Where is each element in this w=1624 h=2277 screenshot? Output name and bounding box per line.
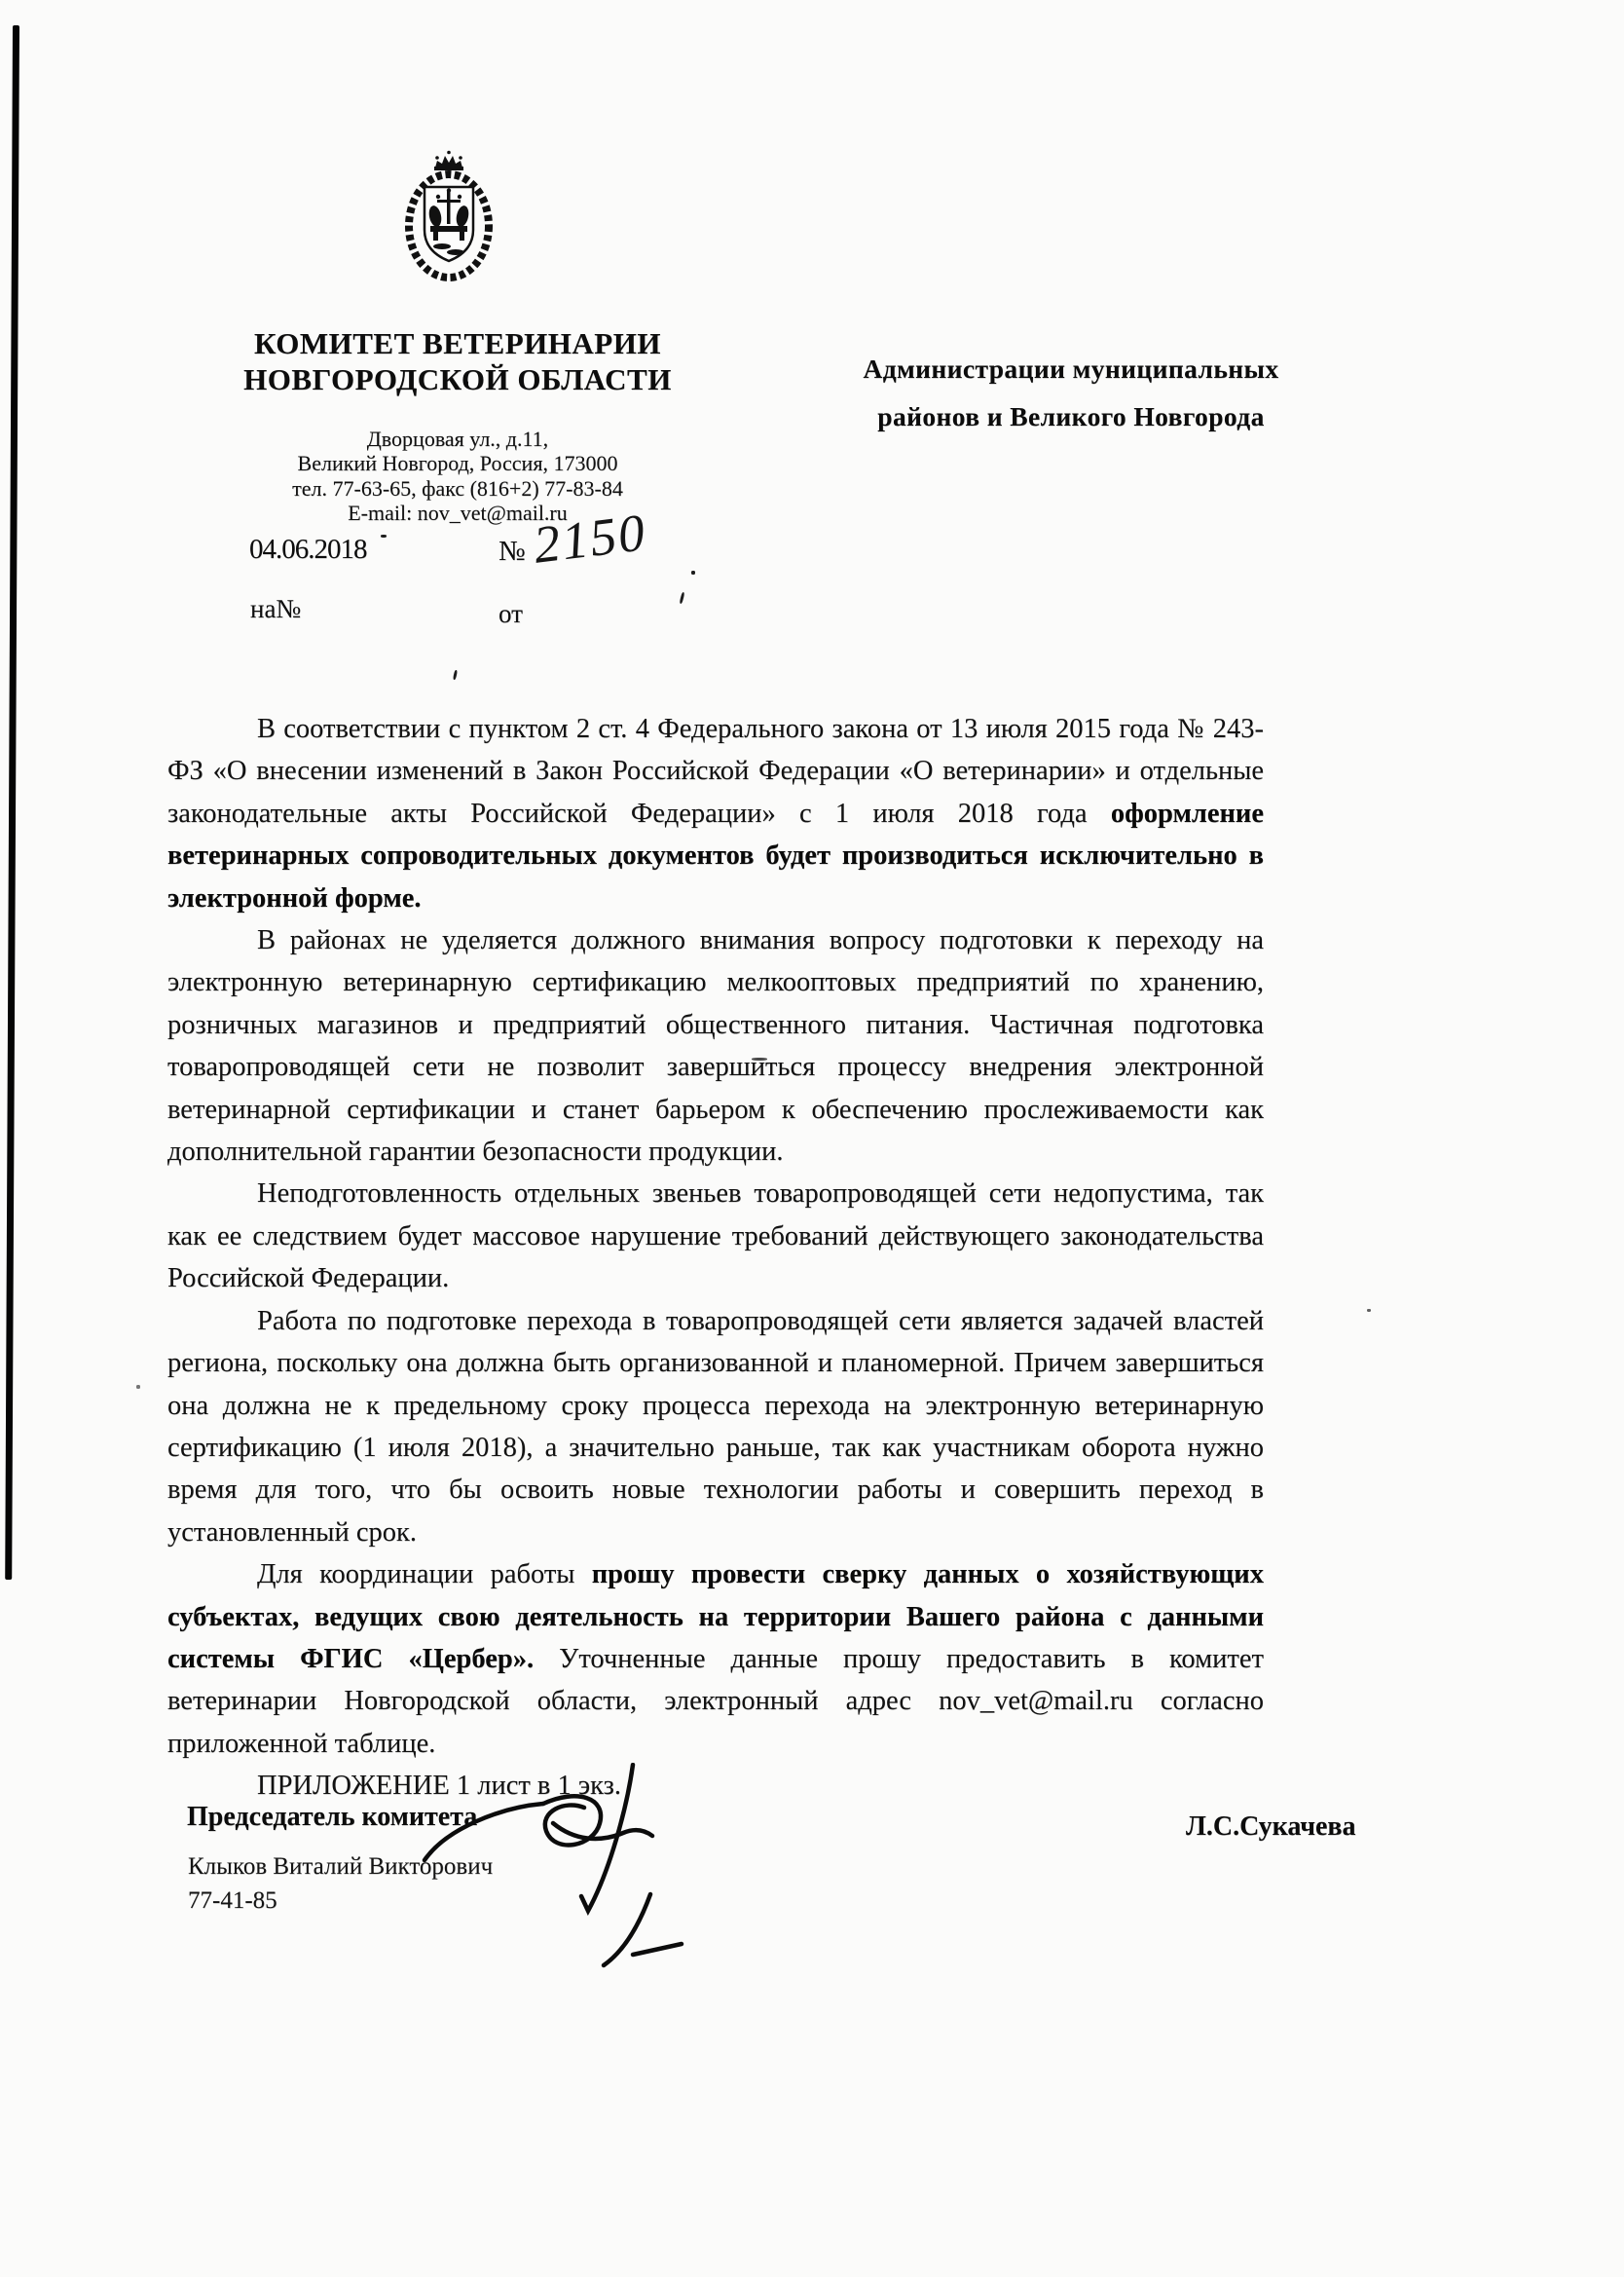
addressee-line2: районов и Великого Новгорода xyxy=(877,401,1265,431)
executor-name: Клыков Виталий Викторович xyxy=(188,1853,494,1880)
executor-phone: 77-41-85 xyxy=(188,1887,277,1914)
scan-speck xyxy=(136,1385,140,1389)
attachment-line: ПРИЛОЖЕНИЕ 1 лист в 1 экз. xyxy=(257,1771,621,1802)
addressee xyxy=(818,345,1324,440)
scan-speck xyxy=(691,571,695,575)
body-paragraph-1 xyxy=(167,708,1264,919)
handwritten-number: 2150 xyxy=(530,503,650,575)
org-name xyxy=(175,325,740,397)
number-label: № xyxy=(498,536,526,567)
org-address xyxy=(175,427,740,526)
letter-date: 04.06.2018 xyxy=(249,534,367,565)
org-address-line3: тел. 77-63-65, факс (816+2) 77-83-84 xyxy=(292,475,623,501)
paragraph1-bold-text: оформление ветеринарных сопроводительных документов будет производиться исключительно в электронной форме. xyxy=(167,798,1264,914)
org-name-line1: КОМИТЕТ ВЕТЕРИНАРИИ xyxy=(254,326,661,360)
paragraph1-normal-text: В соответствии с пунктом 2 ст. 4 Федерального закона от 13 июля 2015 года № 243-ФЗ «О внесении изменений в Закон Российской Федерации «О ветеринарии» и отдельные законодательные акты Российской Федерации» с 1 июля 2018 года xyxy=(167,714,1264,829)
reply-from-label: от xyxy=(498,599,523,628)
scan-speck xyxy=(453,670,458,680)
scan-speck xyxy=(381,535,387,538)
org-address-line1: Дворцовая ул., д.11, xyxy=(366,427,549,451)
org-address-line2: Великий Новгород, Россия, 173000 xyxy=(297,451,618,476)
body-paragraph-5 xyxy=(167,1553,1264,1765)
body-paragraph-2: В районах не уделяется должного внимания вопросу подготовки к переходу на электронную ветеринарную сертификацию мелкооптовых предприятий по хранению, розничных магазинов и предприятий общественного питания. Частичная подготовка товаропроводящей сети не позволит завершиться процессу внедрения электронной ветеринарной сертификации и станет барьером к обеспечению прослеживаемости как дополнительной гарантии безопасности продукции. xyxy=(167,925,1264,1168)
reply-to-label: на№ xyxy=(250,594,302,623)
paragraph5-bold-text: прошу провести сверку данных о хозяйствующих субъектах, ведущих свою деятельность на территории Вашего района с данными системы ФГИС «Цербер». xyxy=(167,1559,1264,1674)
addressee-line1: Администрации муниципальных xyxy=(863,354,1279,384)
signer-position-title: Председатель комитета xyxy=(187,1802,478,1832)
scan-edge-artifact xyxy=(5,25,19,1580)
body-paragraph-4: Работа по подготовке перехода в товаропроводящей сети является задачей властей региона, поскольку она должна быть организованной и планомерной. Причем завершиться она должна не к предельному сроку процесса перехода на электронную ветеринарную сертификацию (1 июля 2018), а значительно раньше, так как участникам оборота нужно время для того, что бы освоить новые технологии работы и совершить переход в установленный срок. xyxy=(167,1305,1264,1548)
scan-speck xyxy=(1367,1309,1371,1312)
paragraph5-normal-start: Для координации работы xyxy=(257,1559,592,1590)
scan-speck xyxy=(680,592,685,604)
letter-body xyxy=(167,708,1264,1808)
paragraph5-normal-end: Уточненные данные прошу предоставить в комитет ветеринарии Новгородской области, электронный адрес nov_vet@mail.ru согласно приложенной таблице. xyxy=(167,1643,1264,1759)
org-name-line2: НОВГОРОДСКОЙ ОБЛАСТИ xyxy=(243,362,672,396)
body-paragraph-3: Неподготовленность отдельных звеньев товаропроводящей сети недопустима, так как ее следствием будет массовое нарушение требований действующего законодательства Российской Федерации. xyxy=(167,1178,1264,1294)
signer-name: Л.С.Сукачева xyxy=(1186,1811,1356,1842)
org-address-line4: E-mail: nov_vet@mail.ru xyxy=(348,501,568,526)
novgorod-coat-of-arms-emblem xyxy=(395,146,502,284)
